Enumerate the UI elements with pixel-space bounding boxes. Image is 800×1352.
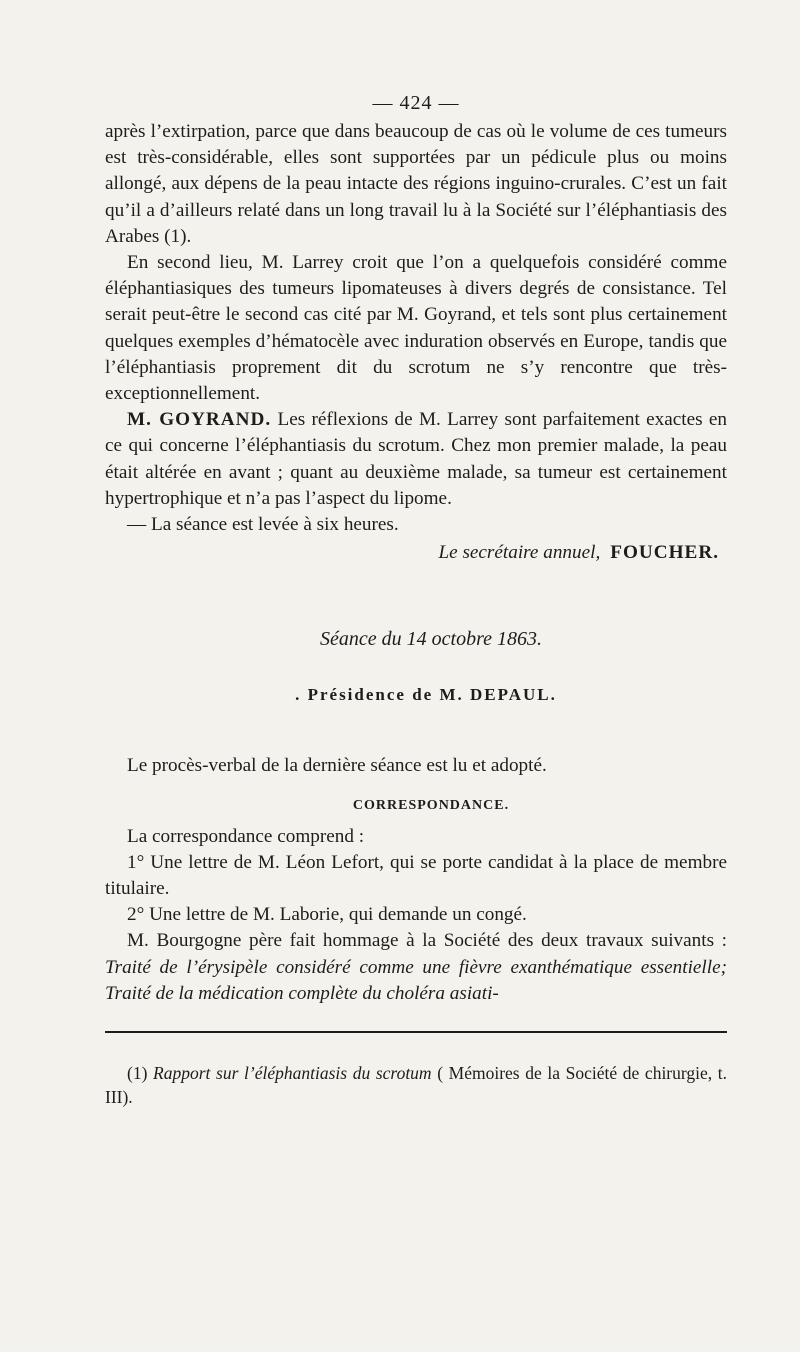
signature bbox=[105, 540, 727, 566]
correspondance-item-2: 2° Une lettre de M. Laborie, qui demande un congé. bbox=[127, 904, 527, 926]
speaker-name: M. GOYRAND. bbox=[127, 409, 272, 431]
signature-name: FOUCHER. bbox=[610, 542, 719, 564]
footnote-marker: (1) bbox=[127, 1063, 154, 1084]
footnote-rest: ( Mémoires de la Société de chirurgie, t. III). bbox=[105, 1063, 728, 1108]
signature-title: Le secrétaire annuel, bbox=[438, 542, 601, 564]
paragraph-extirpation: après l’extirpation, parce que dans beaucoup de cas où le volume de ces tumeurs est très-considérable, elles sont supportées par un pédicule plus ou moins allongé, aux dépens de la peau intacte des régions inguino-crurales. C’est un fait qu’il a d’ailleurs relaté dans un long travail lu à la Société sur l’éléphantiasis des Arabes (1). bbox=[105, 121, 727, 247]
hommage-paragraph bbox=[105, 928, 727, 1007]
correspondance-item-1: 1° Une lettre de M. Léon Lefort, qui se porte candidat à la place de membre titulaire. bbox=[105, 851, 727, 900]
page-number: — 424 — bbox=[372, 92, 460, 114]
proces-verbal: Le procès-verbal de la dernière séance est lu et adopté. bbox=[127, 755, 547, 777]
page-body bbox=[105, 92, 727, 1109]
goyrand-text: Les réflexions de M. Larrey sont parfaitement exactes en ce qui concerne l’éléphantiasis du scrotum. Chez mon premier malade, la peau était altérée en avant ; quant au deuxième malade, sa tumeur est certainement hypertrophique et n’a pas l’aspect du lipome. bbox=[105, 409, 727, 509]
footnote-divider bbox=[105, 1031, 727, 1033]
correspondance-heading: CORRESPONDANCE. bbox=[352, 797, 510, 813]
hommage-titles: Traité de l’érysipèle considéré comme une fièvre exanthématique essentielle; Traité de la médication complète du choléra asiati- bbox=[105, 956, 727, 1004]
paragraph-closing: — La séance est levée à six heures. bbox=[127, 514, 399, 536]
paragraph-larrey: En second lieu, M. Larrey croit que l’on a quelquefois considéré comme éléphantiasiques des tumeurs lipomateuses à divers degrés de consistance. Tel serait peut-être le second cas cité par M. Goyrand, et tels sont plus certainement quelques exemples d’hématocèle avec induration observés en Europe, tandis que l’éléphantiasis proprement dit du scrotum ne s’y rencontre que très-exceptionnellement. bbox=[105, 252, 727, 405]
seance-heading: Séance du 14 octobre 1863. bbox=[320, 628, 542, 651]
footnote bbox=[105, 1061, 727, 1109]
paragraph-goyrand bbox=[105, 407, 727, 512]
footnote-title: Rapport sur l’éléphantiasis du scrotum bbox=[153, 1063, 432, 1084]
hommage-start: M. Bourgogne père fait hommage à la Société des deux travaux suivants : bbox=[127, 930, 727, 952]
presidence-heading: . Présidence de M. DEPAUL. bbox=[295, 685, 557, 705]
correspondance-intro: La correspondance comprend : bbox=[127, 825, 365, 847]
